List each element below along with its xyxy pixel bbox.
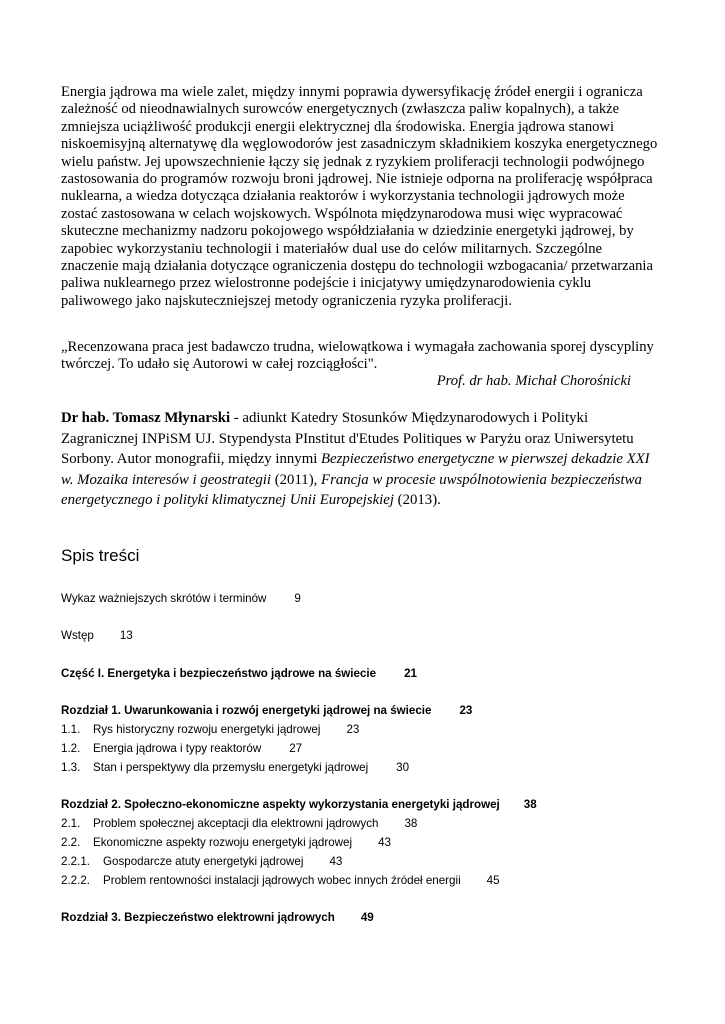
toc-number: 2.2. (61, 836, 81, 849)
toc-entry (61, 855, 342, 869)
toc-chapter (61, 704, 472, 718)
author-name: Dr hab. Tomasz Młynarski (61, 410, 231, 426)
toc-page: 23 (459, 704, 473, 717)
toc-title: Ekonomiczne aspekty rozwoju energetyki jądrowej (93, 836, 353, 849)
toc-page: 38 (404, 817, 418, 830)
toc-entry (61, 761, 409, 775)
bio-text-1: - adiunkt Katedry Stosunków Międzynarodowych i Polityki Zagranicznej INPiSM UJ. Stypendysta PInstitut d'Etudes Politiques w Paryżu oraz Uniwersytetu Sorbony. Autor monografii, między innymi (61, 410, 634, 468)
intro-paragraph: Energia jądrowa ma wiele zalet, między innymi poprawia dywersyfikację źródeł energii i ogranicza zależność od nieodnawialnych surowców energetycznych (zwłaszcza paliw kopalnych), a także zmniejsza uciążliwość produkcji energii elektrycznej dla środowiska. Energia jądrowa stanowi niskoemisyjną alternatywę dla węglowodorów jest zasadniczym składnikiem koszyka energetycznego wielu państw. Jej upowszechnienie łączy się jednak z ryzykiem proliferacji technologii podwójnego zastosowania do programów rozwoju broni jądrowej. Nie istnieje odporna na proliferację współpraca nuklearna, a wiedza dotycząca działania reaktorów i wykorzystania technologii jądrowych może zostać zastosowana w celach wojskowych. Wspólnota międzynarodowa musi więc wypracować skuteczne mechanizmy nadzoru pokojowego współdziałania w dziedzinie energetyki jądrowej, by zapobiec wykorzystaniu technologii i materiałów dual use do celów militarnych. Szczególne znaczenie mają działania dotyczące ograniczenia dostępu do technologii wzbogacania/ przetwarzania paliwa nuklearnego przez wielostronne podejście i inicjatywy umiędzynarodowienia cyklu paliwowego jako najskuteczniejszej metody ograniczenia ryzyka proliferacji. (61, 84, 658, 309)
toc-part (61, 667, 417, 681)
toc-title: Wykaz ważniejszych skrótów i terminów (61, 592, 267, 605)
toc-title: Rozdział 3. Bezpieczeństwo elektrowni jądrowych (61, 911, 335, 924)
toc-number: 2.2.2. (61, 874, 91, 887)
toc-chapter (61, 911, 374, 925)
toc-title: Gospodarcze atuty energetyki jądrowej (103, 855, 304, 868)
toc-page: 45 (486, 874, 500, 887)
toc-entry (61, 874, 500, 888)
toc-title: Problem rentowności instalacji jądrowych wobec innych źródeł energii (103, 874, 461, 887)
toc-number: 1.2. (61, 742, 81, 755)
toc-entry (61, 629, 133, 643)
review-quote: „Recenzowana praca jest badawczo trudna, wielowątkowa i wymagała zachowania sporej dyscypliny twórczej. To udało się Autorowi w całej rozciągłości". (61, 339, 654, 373)
toc-title: Część I. Energetyka i bezpieczeństwo jądrowe na świecie (61, 667, 377, 680)
toc-title: Rozdział 1. Uwarunkowania i rozwój energetyki jądrowej na świecie (61, 704, 432, 717)
toc-number: 2.2.1. (61, 855, 91, 868)
toc-title: Stan i perspektywy dla przemysłu energetyki jądrowej (93, 761, 369, 774)
toc-entry (61, 592, 301, 606)
toc-title: Problem społecznej akceptacji dla elektrowni jądrowych (93, 817, 379, 830)
toc-chapter (61, 798, 537, 812)
toc-page: 43 (378, 836, 391, 849)
toc-entry (61, 817, 417, 831)
toc-page: 9 (294, 592, 301, 605)
toc-entry (61, 742, 302, 756)
review-author: Prof. dr hab. Michał Chorośnicki (436, 373, 631, 389)
toc-page: 27 (289, 742, 303, 755)
toc-number: 2.1. (61, 817, 81, 830)
toc-page: 49 (360, 911, 374, 924)
toc-page: 13 (119, 629, 133, 642)
toc-title: Wstęp (61, 629, 94, 642)
toc-entry (61, 723, 359, 737)
toc-title: Energia jądrowa i typy reaktorów (93, 742, 262, 755)
toc-page: 23 (346, 723, 360, 736)
bio-text-3: (2013). (393, 492, 441, 509)
toc-page: 43 (329, 855, 343, 868)
toc-heading: Spis treści (61, 546, 140, 565)
bio-book-2: Francja w procesie uwspólnotowienia bezpieczeństwa energetycznego i polityki klimatycznej Unii Europejskiej (61, 471, 642, 509)
bio-text-2: (2011), (271, 471, 322, 488)
toc-page: 30 (396, 761, 410, 774)
toc-number: 1.3. (61, 761, 81, 774)
bio-book-1: Bezpieczeństwo energetyczne w pierwszej dekadzie XXI w. Mozaika interesów i geostrategii (61, 451, 650, 488)
toc-page: 38 (523, 798, 537, 811)
toc-title: Rozdział 2. Społeczno-ekonomiczne aspekty wykorzystania energetyki jądrowej (61, 798, 500, 811)
author-bio (61, 408, 661, 511)
toc-page: 21 (404, 667, 417, 680)
toc-entry (61, 836, 391, 850)
toc-title: Rys historyczny rozwoju energetyki jądrowej (93, 723, 321, 736)
toc-number: 1.1. (61, 723, 81, 736)
